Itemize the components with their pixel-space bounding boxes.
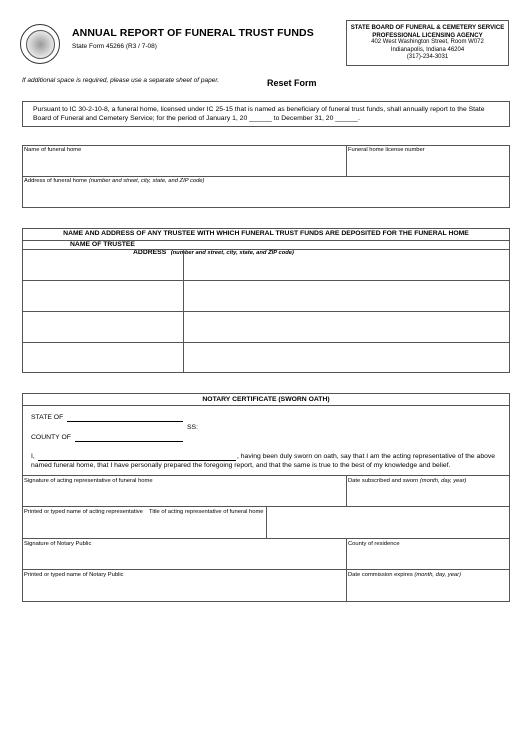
notary-printed-name-field[interactable] xyxy=(24,582,342,598)
trustee-name-field-1[interactable] xyxy=(25,252,180,277)
rep-printed-name-label: Printed or typed name of acting representative xyxy=(24,509,143,515)
oath-text-line-1: , having been duly sworn on oath, say that I am the acting representative of the above xyxy=(237,453,496,460)
agency-city: Indianapolis, Indiana 46204 xyxy=(390,46,465,53)
pursuant-statement xyxy=(22,101,510,127)
agency-phone: (317)-234-3031 xyxy=(406,54,449,61)
rep-printed-name-field[interactable] xyxy=(24,519,262,535)
trustee-address-field-4[interactable] xyxy=(186,345,506,370)
county-residence-label: County of residence xyxy=(348,541,400,547)
notary-signature-field[interactable] xyxy=(24,551,342,566)
trustee-name-field-2[interactable] xyxy=(25,283,180,308)
rep-signature-field[interactable] xyxy=(24,488,342,503)
pursuant-line-1: Pursuant to IC 30-2-10-8, a funeral home, licensed under IC 25-15 that is named as beneficiary of funeral trust funds, shall annually report to the State xyxy=(33,106,485,113)
reset-form-button[interactable]: Reset Form xyxy=(267,78,317,88)
form-title: ANNUAL REPORT OF FUNERAL TRUST FUNDS xyxy=(72,27,314,39)
notary-signature-label: Signature of Notary Public xyxy=(24,541,92,547)
date-sworn-field[interactable] xyxy=(349,488,507,503)
trustee-name-field-4[interactable] xyxy=(25,345,180,370)
ss-label: SS: xyxy=(187,424,198,431)
funeral-home-address-label: Address of funeral home (number and street, city, state, and ZIP code) xyxy=(24,178,205,184)
seal-emblem-icon xyxy=(26,30,55,59)
notary-section-title: NOTARY CERTIFICATE (SWORN OATH) xyxy=(202,396,330,403)
rep-title-label: Title of acting representative of funeral home xyxy=(149,509,264,515)
funeral-home-address-field[interactable] xyxy=(24,188,506,204)
form-number: State Form 45266 (R3 / 7-08) xyxy=(72,43,157,50)
trustee-name-header: NAME OF TRUSTEE xyxy=(70,241,135,248)
commission-expires-label: Date commission expires (month, day, year) xyxy=(348,572,461,578)
funeral-home-name-label: Name of funeral home xyxy=(24,147,82,153)
trustee-address-field-1[interactable] xyxy=(186,252,506,277)
commission-expires-field[interactable] xyxy=(349,582,507,598)
trustee-address-field-2[interactable] xyxy=(186,283,506,308)
funeral-home-name-field[interactable] xyxy=(24,157,342,173)
notary-printed-name-label: Printed or typed name of Notary Public xyxy=(24,572,124,578)
state-of-field[interactable] xyxy=(67,412,183,422)
rep-signature-label: Signature of acting representative of funeral home xyxy=(24,478,153,484)
oath-i-label: I, xyxy=(31,453,35,460)
trustee-address-header: ADDRESS (number and street, city, state, and ZIP code) xyxy=(133,249,294,256)
trustee-address-field-3[interactable] xyxy=(186,314,506,339)
county-residence-field[interactable] xyxy=(349,551,507,566)
rep-title-field[interactable] xyxy=(269,519,507,535)
additional-space-note: If additional space is required, please use a separate sheet of paper. xyxy=(22,77,220,84)
oath-text-line-2: named funeral home, that I have personally prepared the foregoing report, and that the same is true to the best of my knowledge and belief. xyxy=(31,462,451,469)
county-of-label: COUNTY OF xyxy=(31,434,71,441)
agency-sub: PROFESSIONAL LICENSING AGENCY xyxy=(372,31,483,39)
county-of-field[interactable] xyxy=(75,432,183,442)
state-seal xyxy=(20,24,60,64)
funeral-home-license-label: Funeral home license number xyxy=(348,147,425,153)
agency-box xyxy=(346,20,509,66)
agency-name: STATE BOARD OF FUNERAL & CEMETERY SERVICE xyxy=(350,24,505,31)
pursuant-line-2: Board of Funeral and Cemetery Service; for the period of January 1, 20 ______ to December 31, 20 ______. xyxy=(33,115,360,122)
trustee-section-title: NAME AND ADDRESS OF ANY TRUSTEE WITH WHICH FUNERAL TRUST FUNDS ARE DEPOSITED FOR THE FUNERAL HOME xyxy=(63,230,469,237)
agency-street: 402 West Washington Street, Room W072 xyxy=(371,39,484,46)
state-of-label: STATE OF xyxy=(31,414,64,421)
funeral-home-license-field[interactable] xyxy=(349,157,507,173)
oath-representative-name-field[interactable] xyxy=(38,451,236,461)
date-sworn-label: Date subscribed and sworn (month, day, year) xyxy=(348,478,467,484)
trustee-name-field-3[interactable] xyxy=(25,314,180,339)
